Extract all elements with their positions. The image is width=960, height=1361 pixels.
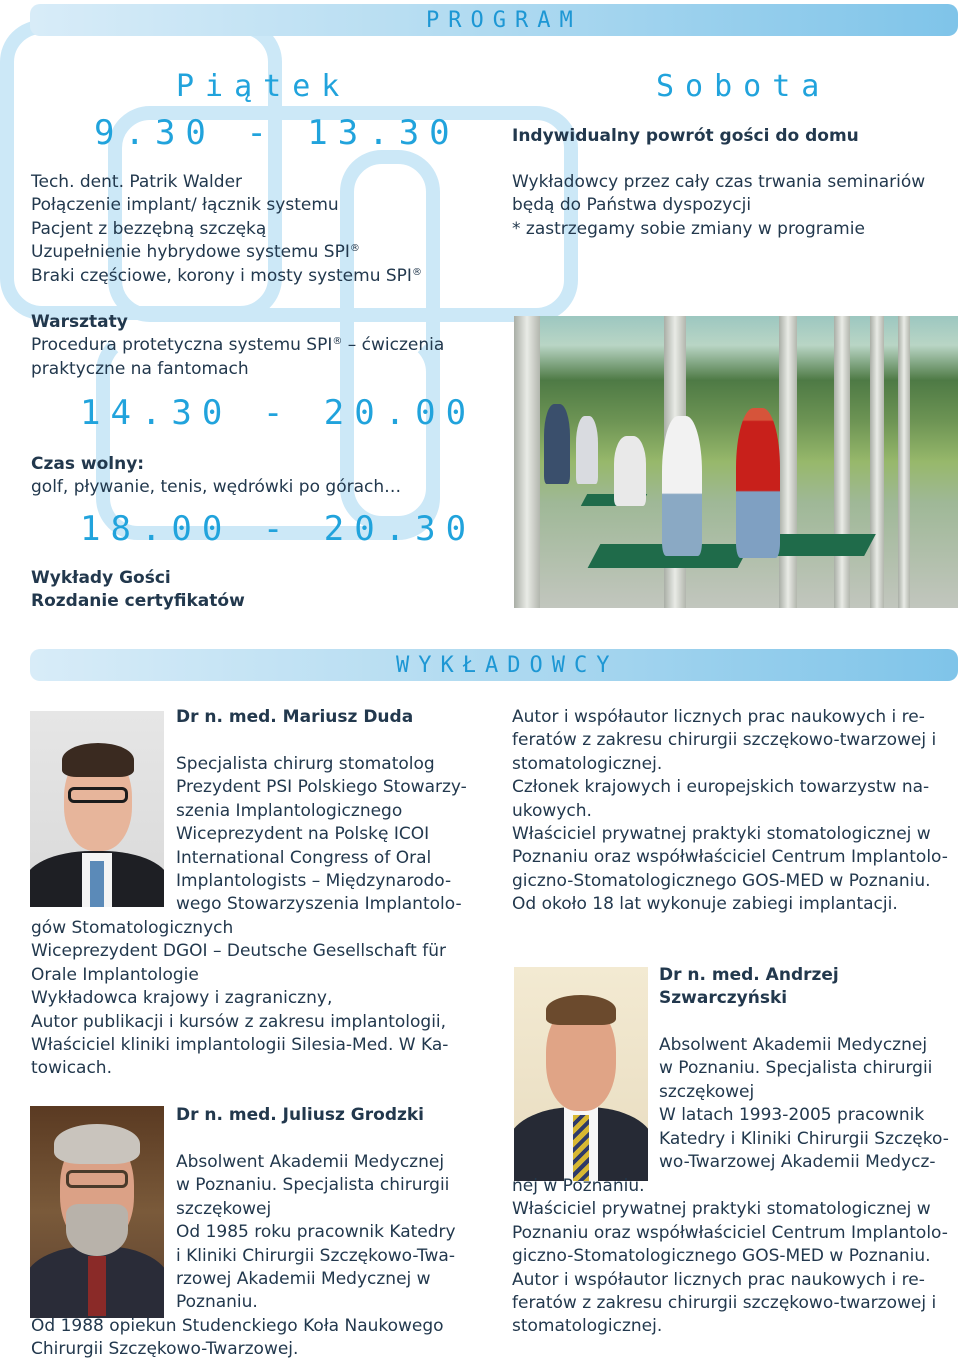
bio-line: Implantologists – Międzynarodo- bbox=[176, 871, 452, 892]
bio-line: szczękowej bbox=[176, 1198, 272, 1219]
session-line: Uzupełnienie hybrydowe systemu SPI® bbox=[31, 242, 360, 263]
duda-bio-right bbox=[512, 706, 948, 917]
saturday-line: będą do Państwa dyspozycji bbox=[512, 195, 752, 216]
name-line: Dr n. med. Andrzej bbox=[659, 965, 839, 985]
pillar bbox=[898, 316, 910, 608]
bio-line: W latach 1993-2005 pracownik bbox=[659, 1105, 925, 1126]
friday-session-1 bbox=[31, 171, 422, 288]
golfer bbox=[544, 404, 570, 484]
saturday-info bbox=[512, 171, 925, 241]
bio-line: Właściciel kliniki implantologii Silesia-Med. W Ka- bbox=[31, 1035, 449, 1056]
bio-line: szczękowej bbox=[659, 1081, 755, 1102]
bio-line: Wykładowca krajowy i zagraniczny, bbox=[31, 988, 333, 1009]
bio-line: ukowych. bbox=[512, 800, 592, 821]
evening-line: Rozdanie certyfikatów bbox=[31, 591, 245, 612]
bio-line: Poznaniu. bbox=[176, 1292, 258, 1313]
saturday-return: Indywidualny powrót gości do domu bbox=[512, 126, 859, 146]
bio-line: Absolwent Akademii Medycznej bbox=[659, 1035, 928, 1055]
friday-time-1: 9.30 - 13.30 bbox=[94, 113, 460, 153]
workshop-block bbox=[31, 311, 444, 381]
evening-block bbox=[31, 567, 245, 614]
golfer bbox=[736, 408, 780, 558]
pillar bbox=[870, 316, 884, 608]
bio-line: Od 1988 opiekun Studenckiego Koła Naukowego bbox=[31, 1316, 444, 1336]
bio-line: Specjalista chirurg stomatolog bbox=[176, 754, 435, 774]
bio-line: stomatologicznej. bbox=[512, 1316, 663, 1337]
pillar bbox=[779, 316, 797, 608]
friday-time-3: 18.00 - 20.30 bbox=[80, 509, 477, 549]
free-time-block bbox=[31, 453, 401, 500]
mariusz-duda-portrait bbox=[30, 711, 164, 907]
bio-line: Właściciel prywatnej praktyki stomatologicznej w bbox=[512, 824, 931, 845]
bio-line: Poznaniu oraz współwłaściciel Centrum Implantolo- bbox=[512, 1222, 948, 1243]
duda-bio-beside bbox=[176, 753, 467, 917]
glasses bbox=[68, 787, 128, 803]
szwarc-name bbox=[659, 964, 839, 1011]
bio-line: feratów z zakresu chirurgii szczękowo-twarzowej i bbox=[512, 730, 937, 751]
juliusz-grodzki-portrait bbox=[30, 1106, 164, 1318]
bio-line: i Kliniki Chirurgii Szczękowo-Twa- bbox=[176, 1245, 455, 1266]
friday-time-2: 14.30 - 20.00 bbox=[80, 393, 477, 433]
bio-line: Wiceprezydent na Polskę ICOI bbox=[176, 824, 430, 845]
bio-line: szenia Implantologicznego bbox=[176, 800, 403, 821]
bio-line: wego Stowarzyszenia Implantolo- bbox=[176, 894, 462, 915]
bio-line: feratów z zakresu chirurgii szczękowo-twarzowej i bbox=[512, 1293, 937, 1314]
bio-line: nej w Poznaniu. bbox=[512, 1176, 645, 1196]
session-line: Braki częściowe, korony i mosty systemu SPI® bbox=[31, 265, 422, 286]
golf-range-photo bbox=[514, 316, 958, 608]
workshop-line: praktyczne na fantomach bbox=[31, 358, 249, 379]
duda-name: Dr n. med. Mariusz Duda bbox=[176, 707, 414, 727]
glasses bbox=[66, 1170, 128, 1188]
grodzki-bio-beside bbox=[176, 1151, 456, 1315]
hair bbox=[54, 1124, 140, 1164]
pillar bbox=[514, 316, 540, 608]
grodzki-bio-full bbox=[31, 1315, 444, 1361]
bio-line: giczno-Stomatologicznego GOS-MED w Poznaniu. bbox=[512, 870, 931, 891]
tie bbox=[90, 861, 104, 907]
hair bbox=[62, 743, 134, 777]
evening-line: Wykłady Gości bbox=[31, 568, 171, 588]
szwarc-bio-full bbox=[512, 1175, 948, 1339]
bio-line: Chirurgii Szczękowo-Twarzowej. bbox=[31, 1339, 299, 1360]
lecturers-title: WYKŁADOWCY bbox=[396, 653, 619, 678]
hair bbox=[546, 995, 616, 1025]
golfer bbox=[662, 416, 702, 556]
friday-heading: Piątek bbox=[176, 69, 351, 104]
bio-line: stomatologicznej. bbox=[512, 753, 663, 774]
grodzki-name: Dr n. med. Juliusz Grodzki bbox=[176, 1105, 425, 1125]
bio-line: International Congress of Oral bbox=[176, 847, 432, 868]
beard bbox=[66, 1204, 128, 1256]
name-line: Szwarczyński bbox=[659, 988, 788, 1009]
tie bbox=[88, 1256, 106, 1316]
session-line: Tech. dent. Patrik Walder bbox=[31, 172, 243, 192]
free-time-text: golf, pływanie, tenis, wędrówki po górach… bbox=[31, 477, 402, 498]
workshop-line: Procedura protetyczna systemu SPI® – ćwiczenia bbox=[31, 335, 445, 356]
bio-line: Od około 18 lat wykonuje zabiegi implantacji. bbox=[512, 894, 898, 915]
bio-line: Od 1985 roku pracownik Katedry bbox=[176, 1222, 456, 1243]
saturday-line: * zastrzegamy sobie zmiany w programie bbox=[512, 218, 865, 239]
bio-line: wo-Twarzowej Akademii Medycz- bbox=[659, 1152, 936, 1173]
bio-line: towicach. bbox=[31, 1058, 112, 1079]
bio-line: Katedry i Kliniki Chirurgii Szczęko- bbox=[659, 1128, 949, 1149]
andrzej-szwarczynski-portrait bbox=[514, 967, 648, 1181]
szwarc-bio-beside bbox=[659, 1034, 949, 1174]
saturday-line: Wykładowcy przez cały czas trwania seminariów bbox=[512, 172, 926, 192]
bio-line: Członek krajowych i europejskich towarzystw na- bbox=[512, 777, 930, 798]
program-title: PROGRAM bbox=[426, 8, 582, 33]
bio-line: Autor i współautor licznych prac naukowych i re- bbox=[512, 1269, 925, 1290]
bio-line: w Poznaniu. Specjalista chirurgii bbox=[659, 1058, 933, 1079]
bio-line: rzowej Akademii Medycznej w bbox=[176, 1269, 431, 1290]
golfer bbox=[614, 436, 646, 506]
pillar bbox=[834, 316, 850, 608]
duda-bio-full bbox=[31, 917, 448, 1081]
bio-line: Orale Implantologie bbox=[31, 964, 199, 985]
bio-line: giczno-Stomatologicznego GOS-MED w Poznaniu. bbox=[512, 1246, 931, 1267]
bio-line: Autor publikacji i kursów z zakresu implantologii, bbox=[31, 1011, 447, 1032]
session-line: Połączenie implant/ łącznik systemu bbox=[31, 195, 339, 216]
bio-line: Poznaniu oraz współwłaściciel Centrum Implantolo- bbox=[512, 847, 948, 868]
workshop-title: Warsztaty bbox=[31, 312, 128, 332]
bio-line: gów Stomatologicznych bbox=[31, 918, 234, 938]
golfer bbox=[576, 416, 598, 484]
bio-line: Prezydent PSI Polskiego Stowarzy- bbox=[176, 777, 467, 798]
bio-line: Wiceprezydent DGOI – Deutsche Gesellschaft für bbox=[31, 941, 446, 962]
bio-line: Właściciel prywatnej praktyki stomatologicznej w bbox=[512, 1199, 931, 1220]
bio-line: w Poznaniu. Specjalista chirurgii bbox=[176, 1175, 450, 1196]
tie bbox=[573, 1115, 589, 1181]
session-line: Pacjent z bezzębną szczęką bbox=[31, 218, 267, 239]
free-time-title: Czas wolny: bbox=[31, 454, 145, 474]
bio-line: Absolwent Akademii Medycznej bbox=[176, 1152, 445, 1172]
saturday-heading: Sobota bbox=[656, 69, 831, 104]
bio-line: Autor i współautor licznych prac naukowych i re- bbox=[512, 707, 925, 727]
